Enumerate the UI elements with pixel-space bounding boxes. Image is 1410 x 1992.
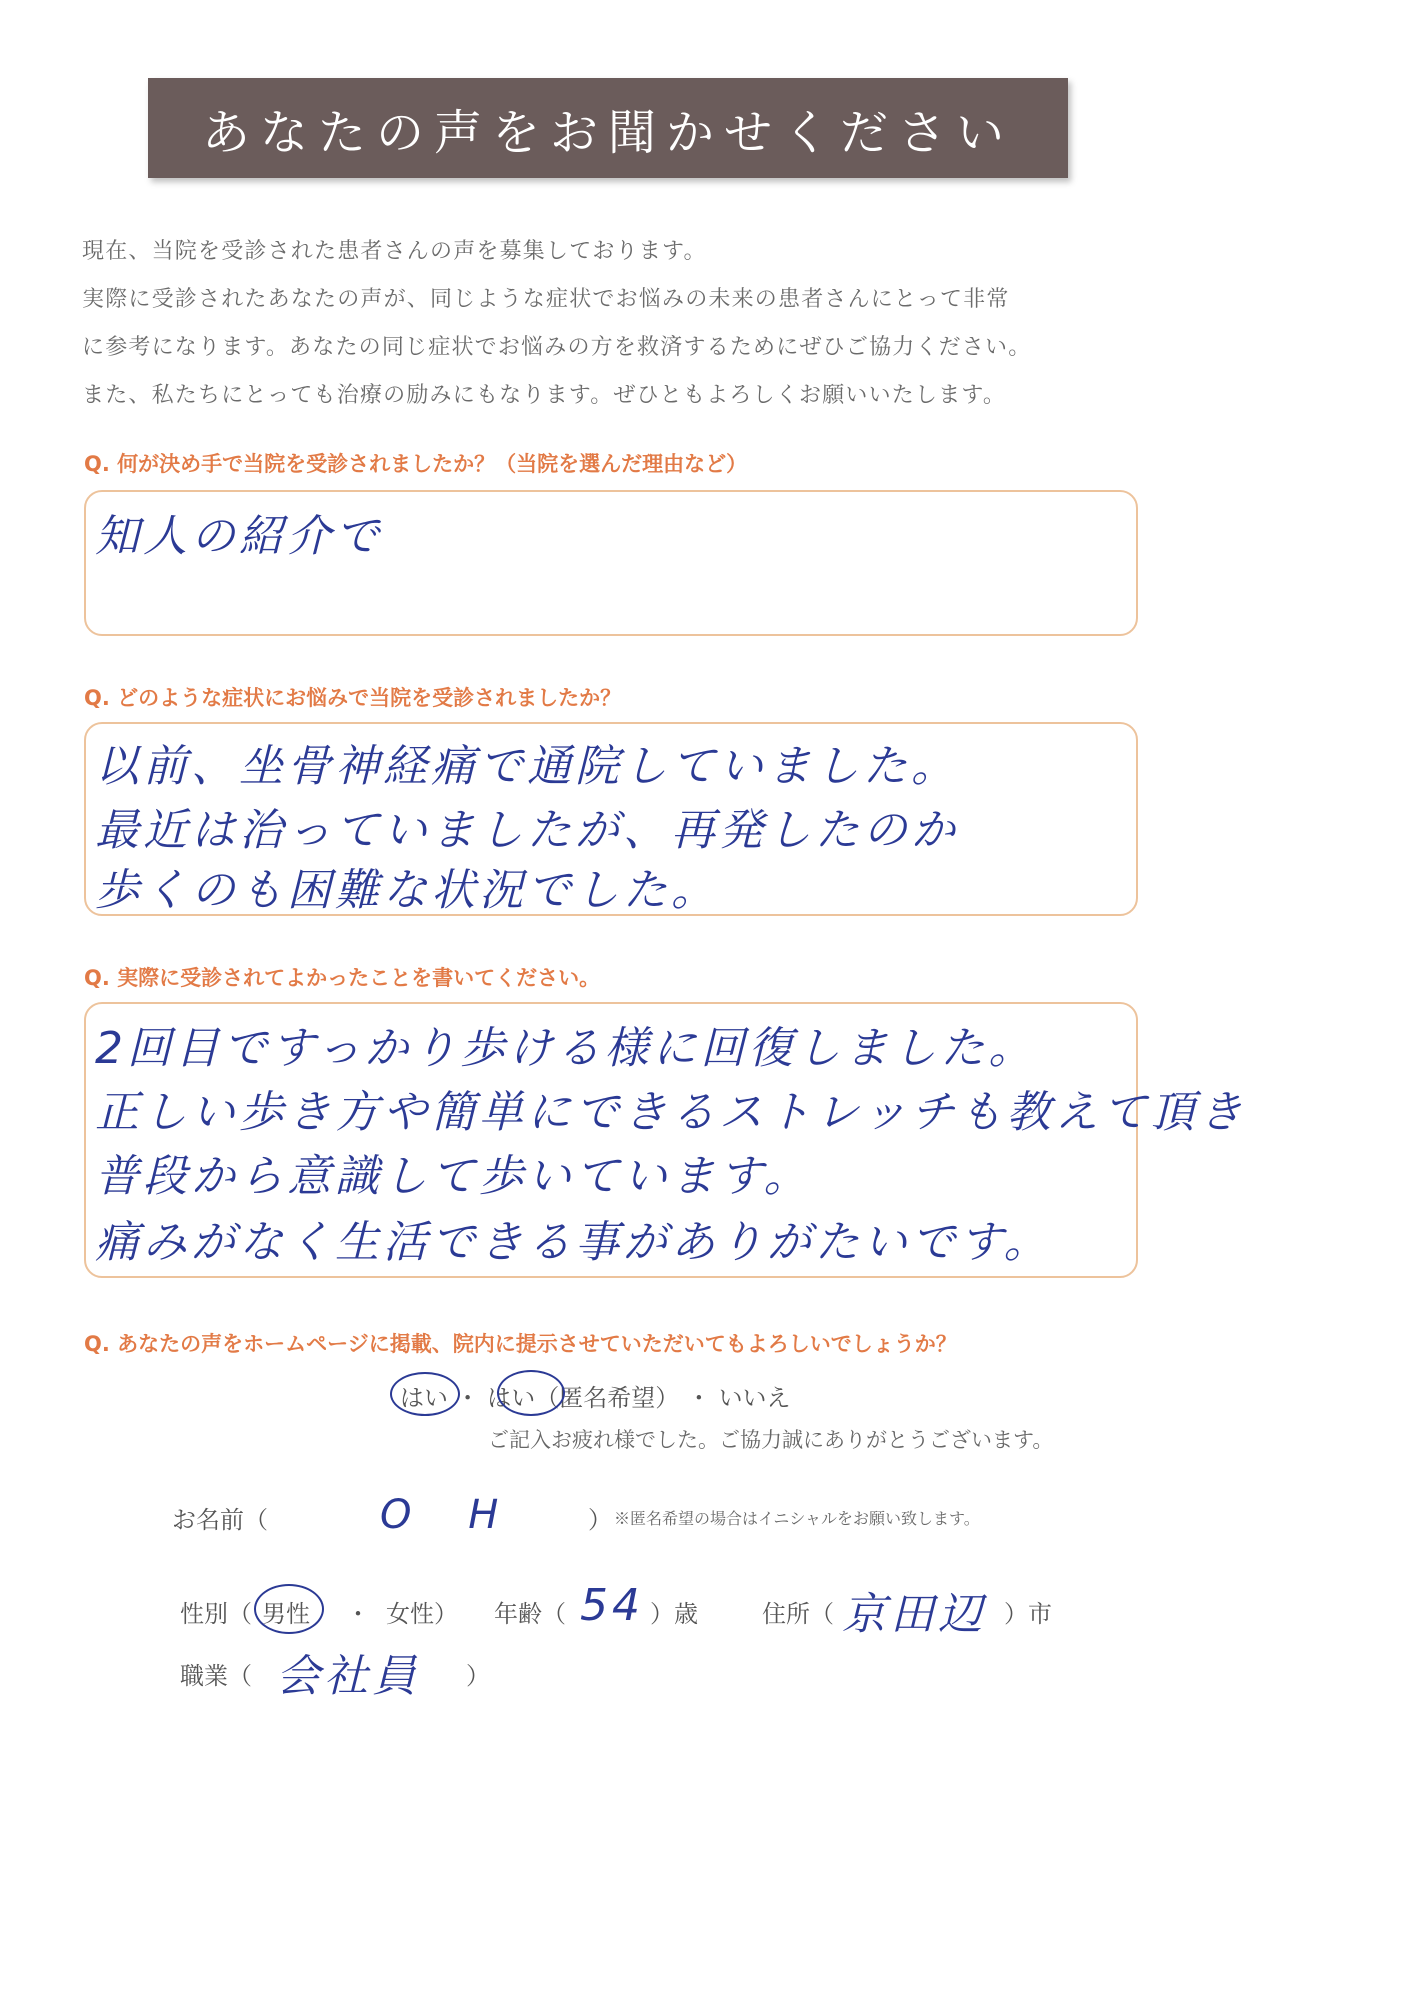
circle-mark-yes-anonymous: [497, 1370, 565, 1416]
intro-line: に参考になります。あなたの同じ症状でお悩みの方を救済するためにぜひご協力ください。: [82, 335, 1032, 360]
gender-male-option[interactable]: 男性: [262, 1600, 310, 1628]
address-label: 住所（: [762, 1600, 834, 1628]
handwritten-line: 2回目ですっかり歩ける様に回復しました。: [95, 1023, 1037, 1074]
option-yes-anonymous-note: （匿名希望）: [535, 1384, 680, 1412]
circle-mark-yes: [390, 1372, 460, 1416]
thanks-text: ご記入お疲れ様でした。ご協力誠にありがとうございます。: [488, 1428, 1054, 1452]
question-2-label: Q. どのような症状にお悩みで当院を受診されましたか？: [84, 686, 622, 710]
intro-line: 現在、当院を受診された患者さんの声を募集しております。: [82, 239, 707, 264]
age-value[interactable]: 54: [580, 1580, 644, 1631]
title-banner: [148, 78, 1068, 178]
name-note: ※匿名希望の場合はイニシャルをお願い致します。: [614, 1509, 980, 1528]
job-label: 職業（: [180, 1662, 252, 1690]
handwritten-line: 正しい歩き方や簡単にできるストレッチも教えて頂き: [95, 1087, 1247, 1138]
age-close: ）歳: [650, 1600, 698, 1628]
option-yes-anonymous[interactable]: はい: [487, 1384, 536, 1412]
gender-label: 性別（: [180, 1600, 252, 1628]
job-value[interactable]: 会社員: [276, 1651, 420, 1702]
intro-line: 実際に受診されたあなたの声が、同じような症状でお悩みの未来の患者さんにとって非常: [82, 287, 1010, 312]
handwritten-line: 知人の紹介で: [95, 511, 383, 562]
option-yes[interactable]: はい: [400, 1384, 448, 1412]
circle-mark-male: [254, 1584, 324, 1634]
option-separator: ・: [455, 1384, 480, 1412]
address-value[interactable]: 京田辺: [842, 1589, 986, 1640]
name-label: お名前（: [172, 1506, 268, 1534]
option-no[interactable]: いいえ: [718, 1384, 791, 1412]
handwritten-line: 普段から意識して歩いています。: [95, 1151, 812, 1202]
gender-separator: ・: [346, 1600, 370, 1628]
name-close: ）: [588, 1506, 612, 1534]
question-1-label: Q. 何が決め手で当院を受診されましたか？（当院を選んだ理由など）: [84, 452, 748, 476]
consent-question-label: Q. あなたの声をホームページに掲載、院内に提示させていただいてもよろしいでしょうか？: [84, 1332, 957, 1356]
handwritten-line: 以前、坐骨神経痛で通院していました。: [95, 741, 959, 792]
handwritten-line: 痛みがなく生活できる事がありがたいです。: [95, 1217, 1052, 1268]
address-close: ）市: [1004, 1600, 1052, 1628]
option-separator: ・: [686, 1384, 711, 1412]
name-value[interactable]: O H: [380, 1492, 521, 1538]
intro-line: また、私たちにとっても治療の励みにもなります。ぜひともよろしくお願いいたします。: [82, 383, 1007, 408]
page-title: あなたの声をお聞かせください: [201, 104, 1014, 161]
handwritten-line: 最近は治っていましたが、再発したのか: [95, 805, 959, 856]
gender-female-option[interactable]: 女性）: [386, 1600, 458, 1628]
handwritten-line: 歩くのも困難な状況でした。: [95, 865, 719, 916]
job-close: ）: [466, 1662, 490, 1690]
question-3-label: Q. 実際に受診されてよかったことを書いてください。: [84, 966, 601, 990]
intro-text: [82, 228, 1332, 420]
age-label: 年齢（: [494, 1600, 566, 1628]
